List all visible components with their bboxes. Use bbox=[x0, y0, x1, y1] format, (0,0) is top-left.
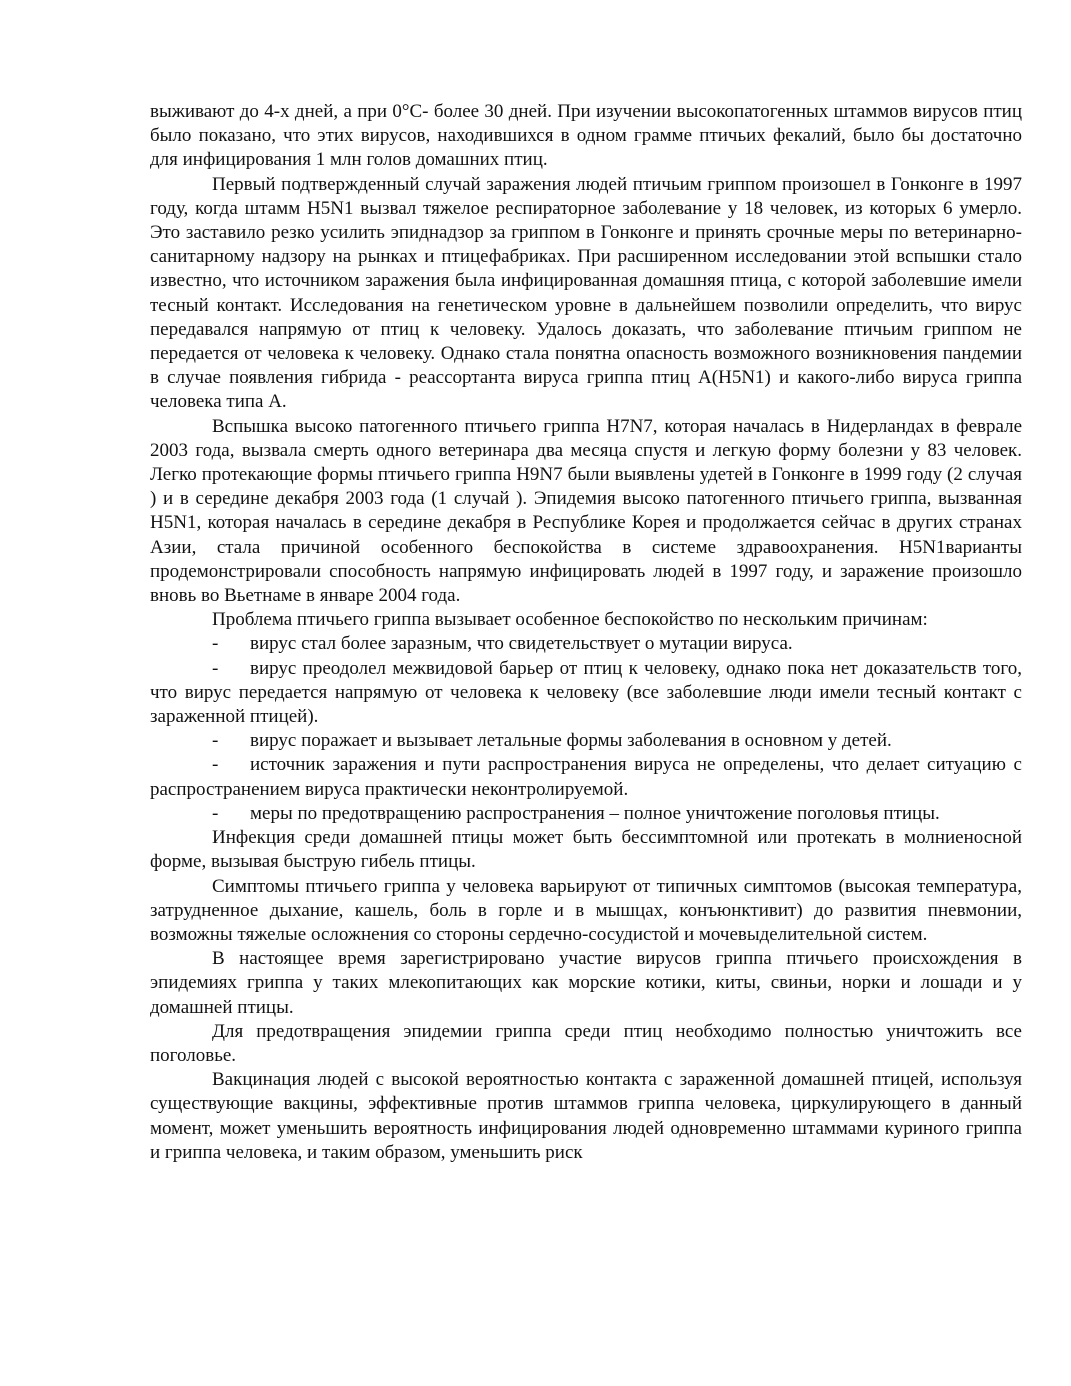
list-item bbox=[150, 632, 1022, 656]
paragraph-prevention: Для предотвращения эпидемии гриппа среди птиц необходимо полностью уничтожить все поголовье. bbox=[150, 1020, 1022, 1066]
list-item-text: вирус преодолел межвидовой барьер от птиц к человеку, однако пока нет доказательств того, что вирус передается напрямую от человека к человеку (все заболевшие люди имели тесный контакт с зараженной птицей). bbox=[150, 657, 1022, 728]
paragraph-poultry-infection: Инфекция среди домашней птицы может быть бессимптомной или протекать в молниеносной форме, вызывая быструю гибель птицы. bbox=[150, 827, 1022, 873]
paragraph-mammals: В настоящее время зарегистрировано участие вирусов гриппа птичьего происхождения в эпидемиях гриппа у таких млекопитающих как морские котики, киты, свиньи, норки и лошади и у домашней птицы. bbox=[150, 948, 1022, 1018]
list-item bbox=[150, 802, 1022, 826]
list-dash: - bbox=[212, 657, 219, 679]
list-item bbox=[150, 753, 1022, 801]
list-dash: - bbox=[212, 802, 219, 824]
document-page bbox=[150, 100, 1022, 1165]
list-item-text: меры по предотвращению распространения – полное уничтожение поголовья птицы. bbox=[250, 802, 940, 824]
list-item bbox=[150, 729, 1022, 753]
list-item-text: источник заражения и пути распространения вируса не определены, что делает ситуацию с распространением вируса практически неконтролируемой. bbox=[150, 754, 1022, 800]
list-dash: - bbox=[212, 754, 219, 776]
paragraph-first-case: Первый подтвержденный случай заражения людей птичьим гриппом произошел в Гонконге в 1997 году, когда штамм H5N1 вызвал тяжелое респираторное заболевание у 18 человек, из которых 6 умерло. Это заставило резко усилить эпиднадзор за гриппом в Гонконге и принять срочные меры по ветеринарно-санитарному надзору на рынках и птицефабриках. При расширенном исследовании этой вспышки стало известно, что источником заражения была инфицированная домашняя птица, с которой заболевшие имели тесный контакт. Исследования на генетическом уровне в дальнейшем позволили определить, что вирус передавался напрямую от птиц к человеку. Удалось доказать, что заболевание птичьим гриппом не передается от человека к человеку. Однако стала понятна опасность возможного возникновения пандемии в случае появления гибрида - реассортанта вируса гриппа птиц A(H5N1) и какого-либо вируса гриппа человека типа А. bbox=[150, 173, 1022, 413]
list-dash: - bbox=[212, 633, 219, 655]
paragraph-outbreak-h7n7: Вспышка высоко патогенного птичьего гриппа H7N7, которая началась в Нидерландах в феврале 2003 года, вызвала смерть одного ветеринара два месяца спустя и легкую форму болезни у 83 человек. Легко протекающие формы птичьего гриппа H9N7 были выявлены удетей в Гонконге в 1999 году (2 случая ) и в середине декабря 2003 года (1 случай ). Эпидемия высоко патогенного птичьего гриппа, вызванная H5N1, которая началась в середине декабря в Республике Корея и продолжается сейчас в других странах Азии, стала причиной особенного беспокойства в системе здравоохранения. H5N1варианты продемонстрировали способность напрямую инфицировать людей в 1997 году, и заражение произошло вновь во Вьетнаме в январе 2004 года. bbox=[150, 415, 1022, 607]
paragraph-problem-intro: Проблема птичьего гриппа вызывает особенное беспокойство по нескольким причинам: bbox=[212, 609, 928, 631]
list-item-text: вирус поражает и вызывает летальные формы заболевания в основном у детей. bbox=[250, 730, 892, 752]
paragraph-vaccination: Вакцинация людей с высокой вероятностью контакта с зараженной домашней птицей, используя существующие вакцины, эффективные против штаммов гриппа человека, циркулирующего в данный момент, может уменьшить вероятность инфицирования людей одновременно штаммами куриного гриппа и гриппа человека, и таким образом, уменьшить риск bbox=[150, 1069, 1022, 1163]
list-dash: - bbox=[212, 730, 219, 752]
paragraph-symptoms: Симптомы птичьего гриппа у человека варьируют от типичных симптомов (высокая температура, затрудненное дыхание, кашель, боль в горле и в мышцах, конъюнктивит) до развития пневмонии, возможны тяжелые осложнения со стороны сердечно-сосудистой и мочевыделительной систем. bbox=[150, 875, 1022, 945]
list-item bbox=[150, 657, 1022, 730]
paragraph-continuation: выживают до 4-х дней, а при 0°С- более 30 дней. При изучении высокопатогенных штаммов вирусов птиц было показано, что этих вирусов, находившихся в одном грамме птичьих фекалий, было бы достаточно для инфицирования 1 млн голов домашних птиц. bbox=[150, 101, 1022, 171]
list-item-text: вирус стал более заразным, что свидетельствует о мутации вируса. bbox=[250, 633, 793, 655]
